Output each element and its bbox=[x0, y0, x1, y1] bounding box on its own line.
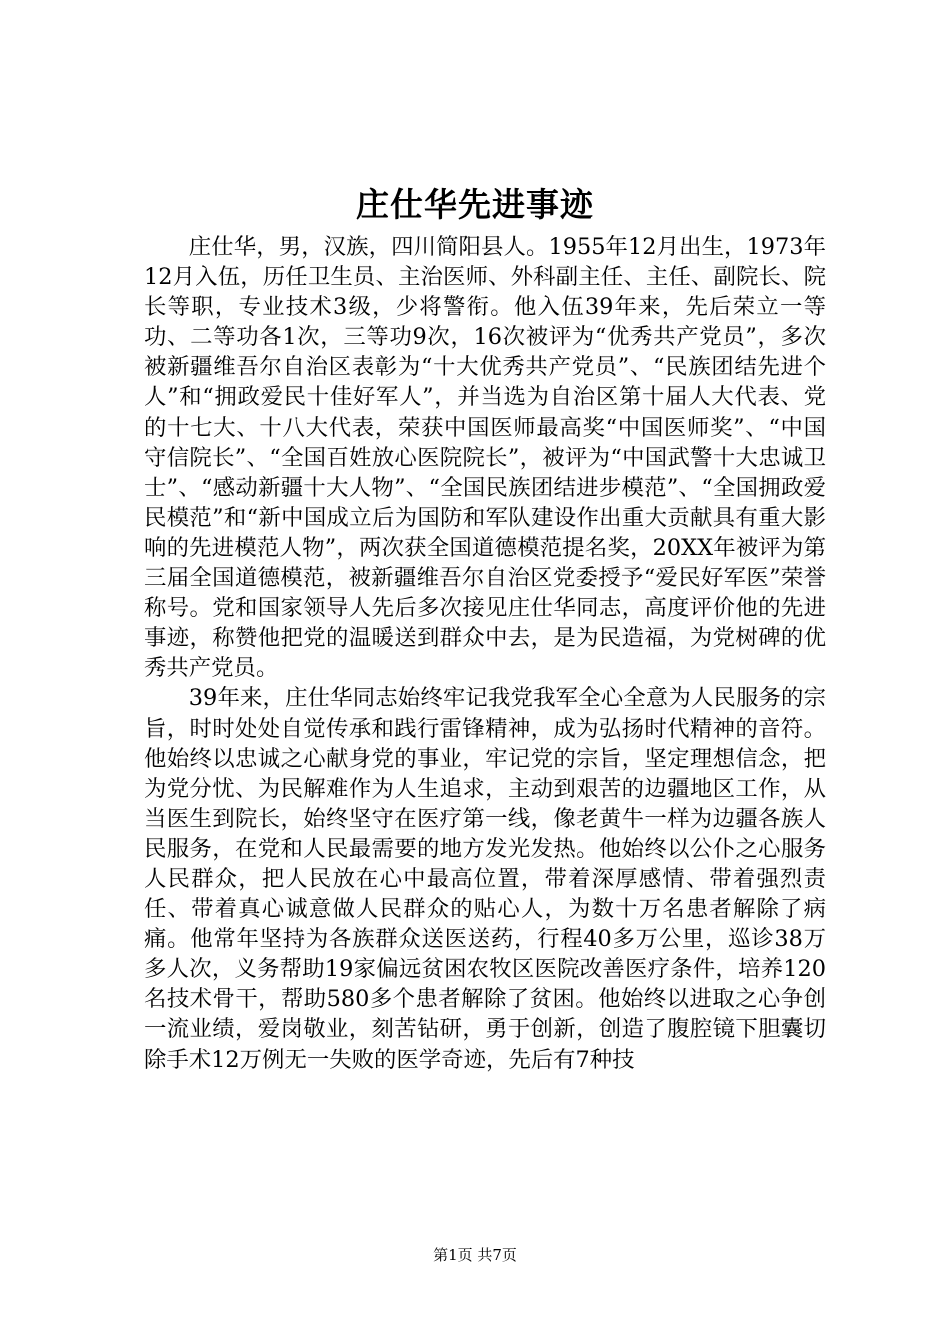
page-number-footer: 第1页 共7页 bbox=[433, 1246, 517, 1264]
document-body bbox=[144, 232, 826, 1075]
paragraph-2: 39年来，庄仕华同志始终牢记我党我军全心全意为人民服务的宗旨，时时处处自觉传承和践行雷锋精神，成为弘扬时代精神的音符。他始终以忠诚之心献身党的事业，牢记党的宗旨，坚定理想信念，把为党分忧、为民解难作为人生追求，主动到艰苦的边疆地区工作，从当医生到院长，始终坚守在医疗第一线，像老黄牛一样为边疆各族人民服务，在党和人民最需要的地方发光发热。他始终以公仆之心服务人民群众，把人民放在心中最高位置，带着深厚感情、带着强烈责任、带着真心诚意做人民群众的贴心人，为数十万名患者解除了病痛。他常年坚持为各族群众送医送药，行程40多万公里，巡诊38万多人次，义务帮助19家偏远贫困农牧区医院改善医疗条件，培养120名技术骨干，帮助580多个患者解除了贫困。他始终以进取之心争创一流业绩，爱岗敬业，刻苦钻研，勇于创新，创造了腹腔镜下胆囊切除手术12万例无一失败的医学奇迹，先后有7种技 bbox=[144, 685, 826, 1073]
document-title: 庄仕华先进事迹 bbox=[356, 185, 594, 224]
paragraph-1: 庄仕华，男，汉族，四川简阳县人。1955年12月出生，1973年12月入伍，历任卫生员、主治医师、外科副主任、主任、副院长、院长等职，专业技术3级，少将警衔。他入伍39年来，先后荣立一等功、二等功各1次，三等功9次，16次被评为“优秀共产党员”，多次被新疆维吾尔自治区表彰为“十大优秀共产党员”、“民族团结先进个人”和“拥政爱民十佳好军人”，并当选为自治区第十届人大代表、党的十七大、十八大代表，荣获中国医师最高奖“中国医师奖”、“中国守信院长”、“全国百姓放心医院院长”，被评为“中国武警十大忠诚卫士”、“感动新疆十大人物”、“全国民族团结进步模范”、“全国拥政爱民模范”和“新中国成立后为国防和军队建设作出重大贡献具有重大影响的先进模范人物”，两次获全国道德模范提名奖，20XX年被评为第三届全国道德模范，被新疆维吾尔自治区党委授予“爱民好军医”荣誉称号。党和国家领导人先后多次接见庄仕华同志，高度评价他的先进事迹，称赞他把党的温暖送到群众中去，是为民造福，为党树碑的优秀共产党员。 bbox=[144, 234, 826, 682]
